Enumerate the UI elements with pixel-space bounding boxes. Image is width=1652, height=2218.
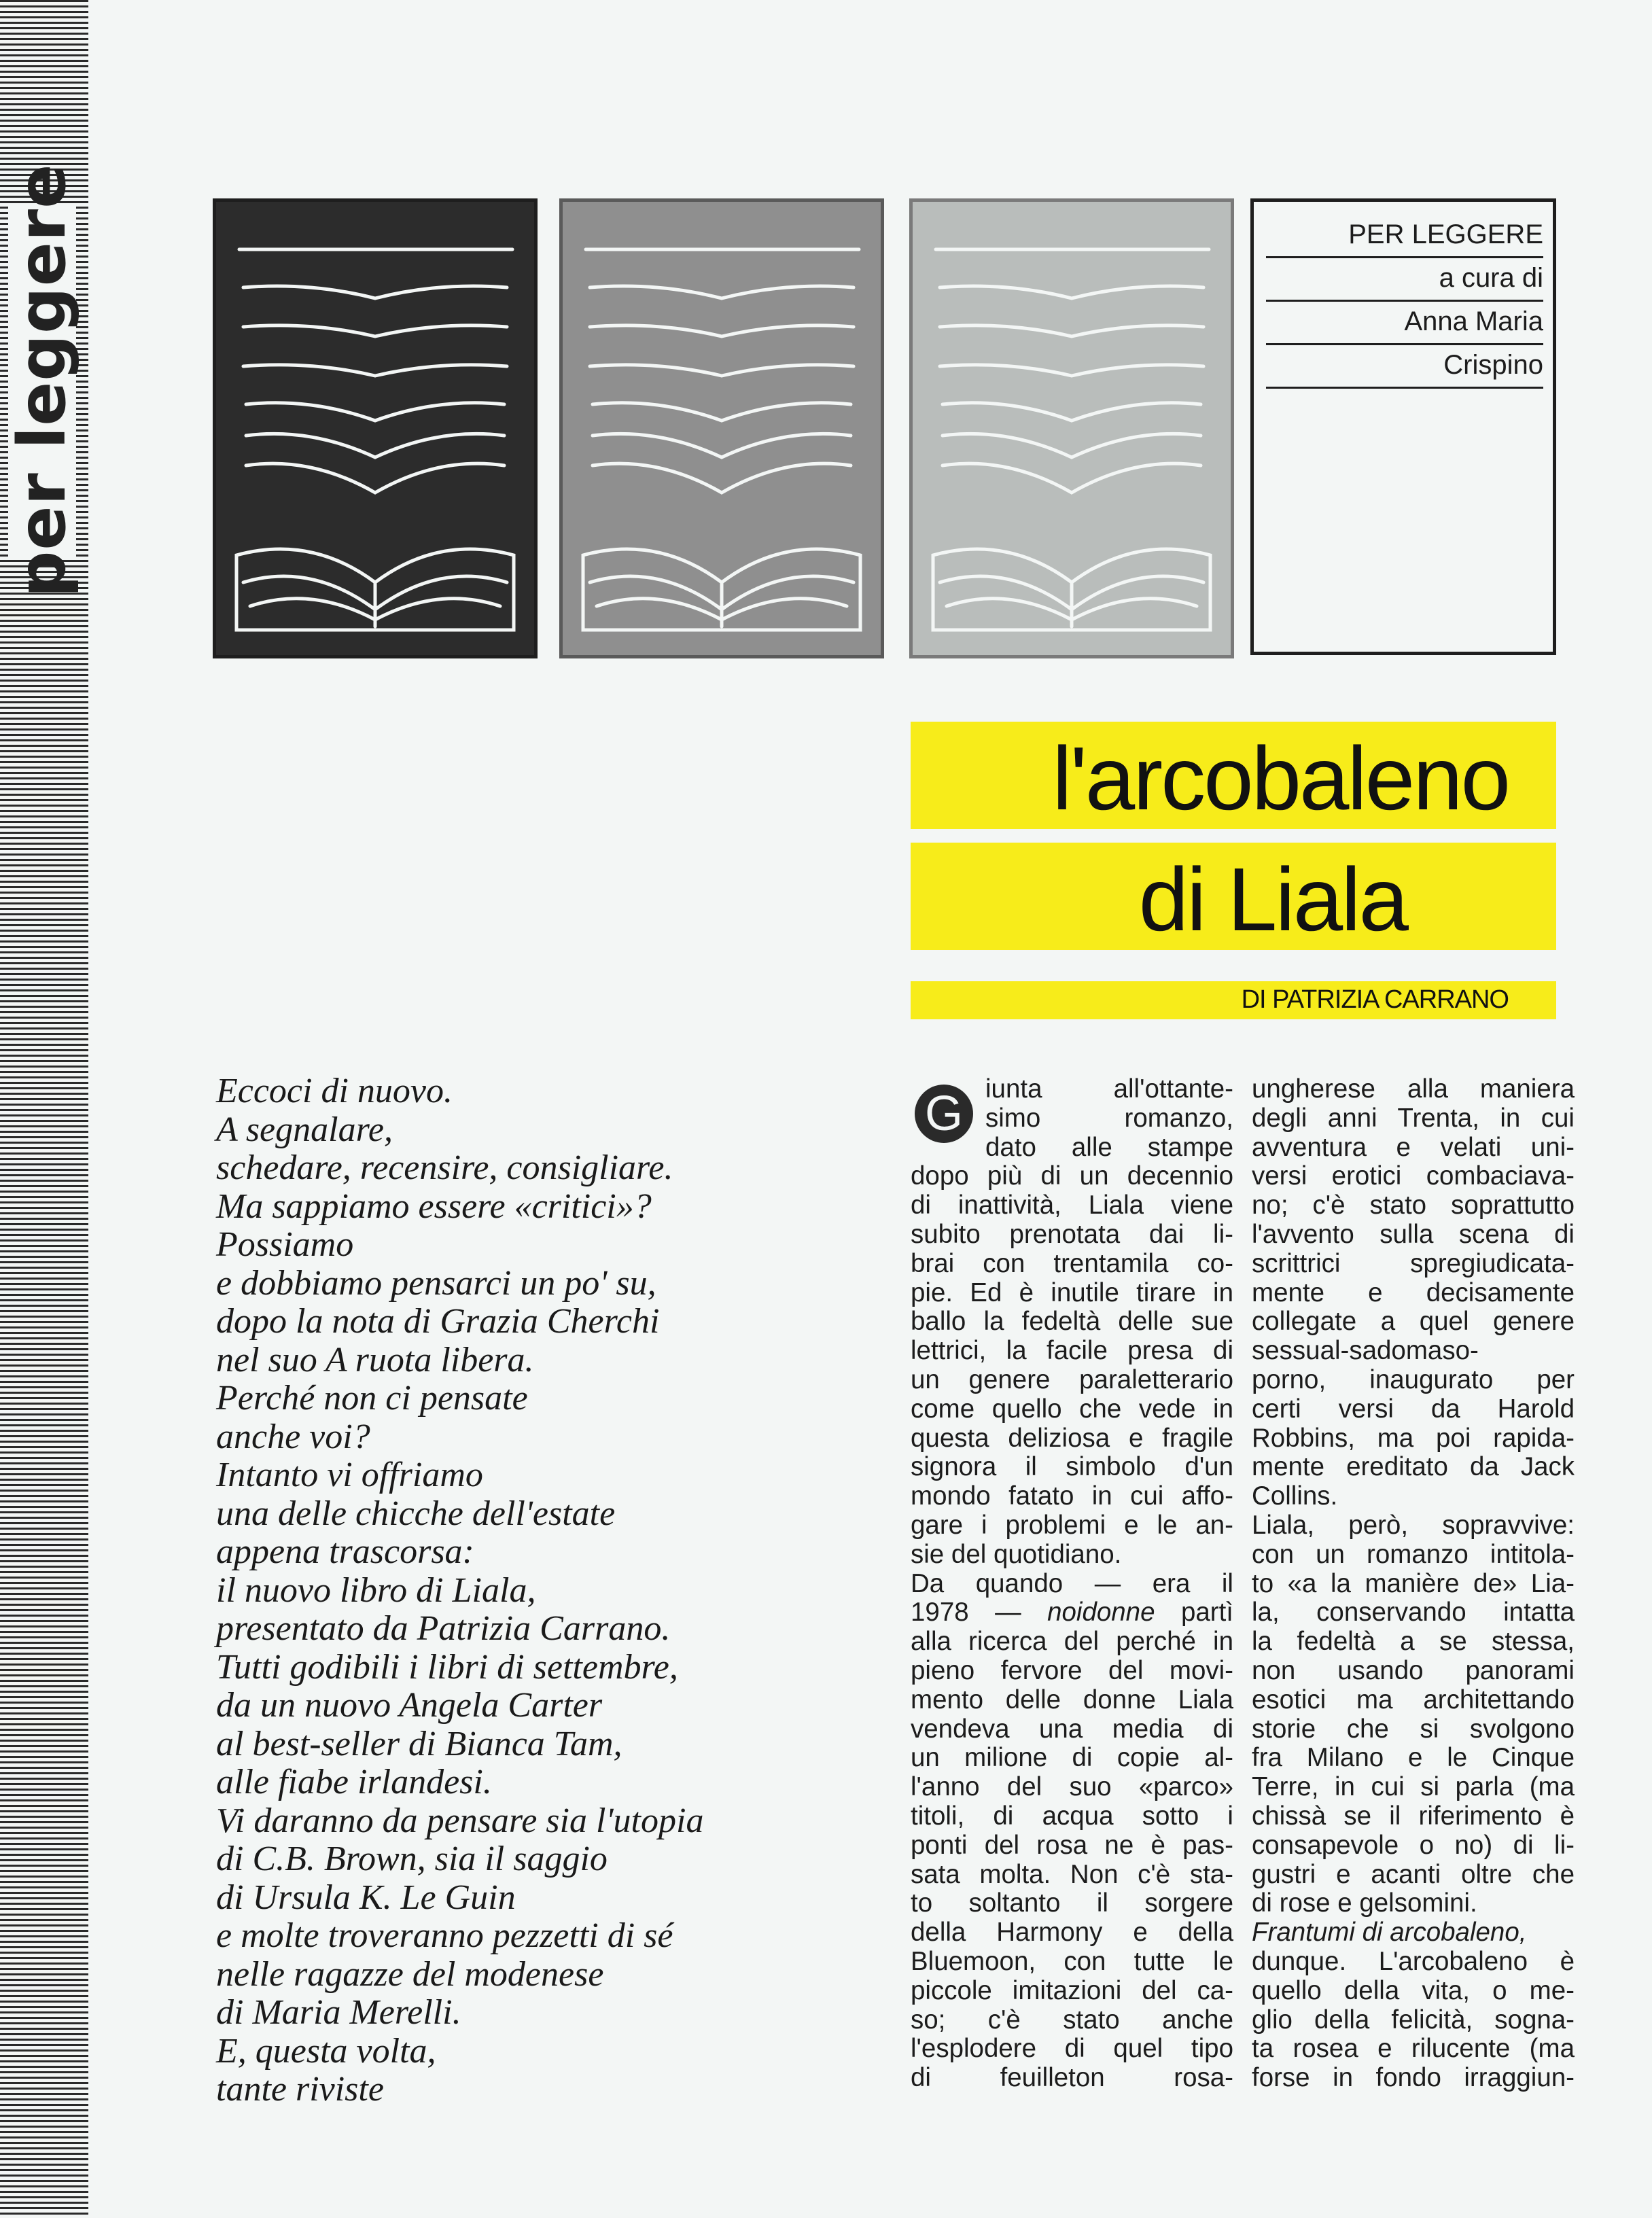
- article-column-1: [911, 1075, 1233, 2093]
- body-line: un milione di copie al-: [911, 1743, 1233, 1773]
- body-line: pieno fervore del movi-: [911, 1655, 1233, 1685]
- body-line: avventura e velati uni-: [1252, 1132, 1575, 1162]
- byline-bar: [911, 981, 1556, 1019]
- body-line: ta rosea e rilucente (ma: [1252, 2034, 1575, 2064]
- title-line-1-bar: [911, 722, 1556, 829]
- intro-line: alle fiabe irlandesi.: [216, 1763, 492, 1801]
- body-line: Collins.: [1252, 1481, 1338, 1511]
- intro-line: al best-seller di Bianca Tam,: [216, 1724, 622, 1763]
- section-label-box: [4, 163, 80, 598]
- body-line: dopo più di un decennio: [911, 1161, 1233, 1191]
- intro-line: A segnalare,: [216, 1110, 393, 1149]
- intro-line: e dobbiamo pensarci un po' su,: [216, 1263, 656, 1303]
- body-line: sata molta. Non c'è sta-: [911, 1859, 1233, 1889]
- intro-line: Tutti godibili i libri di settembre,: [216, 1647, 678, 1687]
- body-line: pie. Ed è inutile tirare in: [911, 1278, 1233, 1307]
- body-line: scrittrici spregiudicata-: [1252, 1248, 1575, 1278]
- body-line: mento delle donne Liala: [911, 1685, 1233, 1714]
- body-line: sie del quotidiano.: [911, 1539, 1122, 1569]
- body-line: la fedeltà a se stessa,: [1252, 1627, 1575, 1657]
- body-line: degli anni Trenta, in cui: [1252, 1103, 1575, 1133]
- intro-line: di C.B. Brown, sia il saggio: [216, 1839, 608, 1878]
- body-line: versi erotici combaciava-: [1252, 1161, 1575, 1191]
- body-line: brai con trentamila co-: [911, 1248, 1233, 1278]
- body-line: subito prenotata dai li-: [911, 1219, 1233, 1249]
- intro-line: Eccoci di nuovo.: [216, 1072, 453, 1110]
- article-title-line-2: di Liala: [1138, 849, 1407, 949]
- body-line: ungherese alla maniera: [1252, 1074, 1575, 1104]
- intro-line: dopo la nota di Grazia Cherchi: [216, 1302, 660, 1341]
- body-line: Da quando — era il: [911, 1568, 1233, 1598]
- section-label: per leggere: [4, 163, 80, 598]
- body-line: sessual-sadomaso-: [1252, 1336, 1479, 1366]
- intro-line: di Ursula K. Le Guin: [216, 1878, 516, 1917]
- body-line: un genere paraletterario: [911, 1365, 1233, 1394]
- intro-line: schedare, recensire, consigliare.: [216, 1148, 673, 1187]
- body-line: Robbins, ma poi rapida-: [1252, 1423, 1575, 1453]
- book-icon-mid: [559, 198, 884, 658]
- body-line: to soltanto il sorgere: [911, 1888, 1233, 1918]
- intro-line: Possiamo: [216, 1225, 354, 1264]
- body-line: di rose e gelsomini.: [1252, 1888, 1477, 1918]
- intro-line: nelle ragazze del modenese: [216, 1954, 604, 1994]
- magazine-name: noidonne: [1047, 1598, 1155, 1627]
- body-line: iunta all'ottante-: [985, 1074, 1233, 1104]
- intro-line: nel suo A ruota libera.: [216, 1340, 534, 1379]
- intro-line: appena trascorsa:: [216, 1532, 474, 1571]
- open-book-icon: [216, 202, 534, 655]
- intro-line: E, questa volta,: [216, 2031, 436, 2071]
- body-line: Liala, però, sopravvive:: [1252, 1510, 1575, 1540]
- body-line: esotici ma architettando: [1252, 1685, 1575, 1714]
- intro-line: presentato da Patrizia Carrano.: [216, 1609, 671, 1648]
- body-line: come quello che vede in: [911, 1394, 1233, 1424]
- body-line: ponti del rosa ne è pas-: [911, 1830, 1233, 1860]
- book-icon-light: [909, 198, 1234, 658]
- intro-text: [216, 1072, 828, 2109]
- body-line: fra Milano e le Cinque: [1252, 1743, 1575, 1773]
- open-book-icon: [913, 202, 1231, 655]
- drop-cap: G: [915, 1085, 973, 1143]
- intro-line: una delle chicche dell'estate: [216, 1494, 616, 1533]
- body-line: questa deliziosa e fragile: [911, 1423, 1233, 1453]
- body-line: dato alle stampe: [985, 1132, 1233, 1162]
- body-line: dunque. L'arcobaleno è: [1252, 1946, 1575, 1976]
- body-line: l'avvento sulla scena di: [1252, 1219, 1575, 1249]
- body-line: lettrici, la facile presa di: [911, 1336, 1233, 1366]
- body-line: consapevole o no) di li-: [1252, 1830, 1575, 1860]
- intro-line: il nuovo libro di Liala,: [216, 1570, 536, 1610]
- body-line: chissà se il riferimento è: [1252, 1801, 1575, 1831]
- body-line: alla ricerca del perché in: [911, 1627, 1233, 1657]
- book-icon-dark: [213, 198, 538, 658]
- body-line: certi versi da Harold: [1252, 1394, 1575, 1424]
- body-line: Terre, in cui si parla (ma: [1252, 1772, 1575, 1802]
- body-line: quello della vita, o me-: [1252, 1975, 1575, 2005]
- body-line: mente ereditato da Jack: [1252, 1452, 1575, 1482]
- intro-line: Ma sappiamo essere «critici»?: [216, 1186, 652, 1226]
- body-line: l'anno del suo «parco»: [911, 1772, 1233, 1802]
- body-line: di feuilleton rosa-: [911, 2063, 1233, 2093]
- intro-line: Vi daranno da pensare sia l'utopia: [216, 1801, 704, 1840]
- body-line: mente e decisamente: [1252, 1278, 1575, 1307]
- article-column-2: [1252, 1075, 1575, 2093]
- intro-line: anche voi?: [216, 1417, 370, 1456]
- body-line: piccole imitazioni del ca-: [911, 1975, 1233, 2005]
- body-line: gare i problemi e le an-: [911, 1510, 1233, 1540]
- body-line: di inattività, Liala viene: [911, 1191, 1233, 1220]
- body-line: so; c'è stato anche: [911, 2005, 1233, 2035]
- title-line-2-bar: [911, 843, 1556, 950]
- left-striped-margin: [0, 0, 88, 2218]
- body-line: Bluemoon, con tutte le: [911, 1946, 1233, 1976]
- credits-section: PER LEGGERE: [1266, 213, 1543, 258]
- body-line: storie che si svolgono: [1252, 1714, 1575, 1744]
- credits-editor-first-name: Anna Maria: [1266, 300, 1543, 345]
- body-line: forse in fondo irraggiun-: [1252, 2063, 1575, 2093]
- body-line: gustri e acanti oltre che: [1252, 1859, 1575, 1889]
- body-line: della Harmony e della: [911, 1918, 1233, 1948]
- byline: DI PATRIZIA CARRANO: [1241, 985, 1509, 1014]
- body-line: l'esplodere di quel tipo: [911, 2034, 1233, 2064]
- open-book-icon: [563, 202, 881, 655]
- article-title-line-1: l'arcobaleno: [1052, 728, 1509, 828]
- intro-line: e molte troveranno pezzetti di sé: [216, 1916, 673, 1955]
- body-line-book-title: Frantumi di arcobaleno,: [1252, 1918, 1527, 1948]
- body-line: simo romanzo,: [985, 1103, 1233, 1133]
- intro-line: Intanto vi offriamo: [216, 1456, 483, 1494]
- credits-editor-last-name: Crispino: [1266, 343, 1543, 389]
- body-line: ballo la fedeltà delle sue: [911, 1307, 1233, 1337]
- body-line: titoli, di acqua sotto i: [911, 1801, 1233, 1831]
- body-line: non usando panorami: [1252, 1655, 1575, 1685]
- body-line: no; c'è stato soprattutto: [1252, 1191, 1575, 1220]
- credits-box: [1250, 198, 1556, 655]
- body-line: collegate a quel genere: [1252, 1307, 1575, 1337]
- body-line: signora il simbolo d'un: [911, 1452, 1233, 1482]
- body-line: to «a la manière de» Lia-: [1252, 1568, 1575, 1598]
- body-line: con un romanzo intitola-: [1252, 1539, 1575, 1569]
- body-line: mondo fatato in cui affo-: [911, 1481, 1233, 1511]
- body-line: glio della felicità, sogna-: [1252, 2005, 1575, 2035]
- body-line: porno, inaugurato per: [1252, 1365, 1575, 1394]
- intro-line: da un nuovo Angela Carter: [216, 1686, 603, 1725]
- intro-line: tante riviste: [216, 2070, 384, 2109]
- body-line: 1978 — noidonne partì: [911, 1598, 1233, 1627]
- intro-line: di Maria Merelli.: [216, 1993, 461, 2032]
- body-line: la, conservando intatta: [1252, 1598, 1575, 1627]
- body-line: vendeva una media di: [911, 1714, 1233, 1744]
- credits-curated-by: a cura di: [1266, 256, 1543, 302]
- intro-line: Perché non ci pensate: [216, 1379, 528, 1418]
